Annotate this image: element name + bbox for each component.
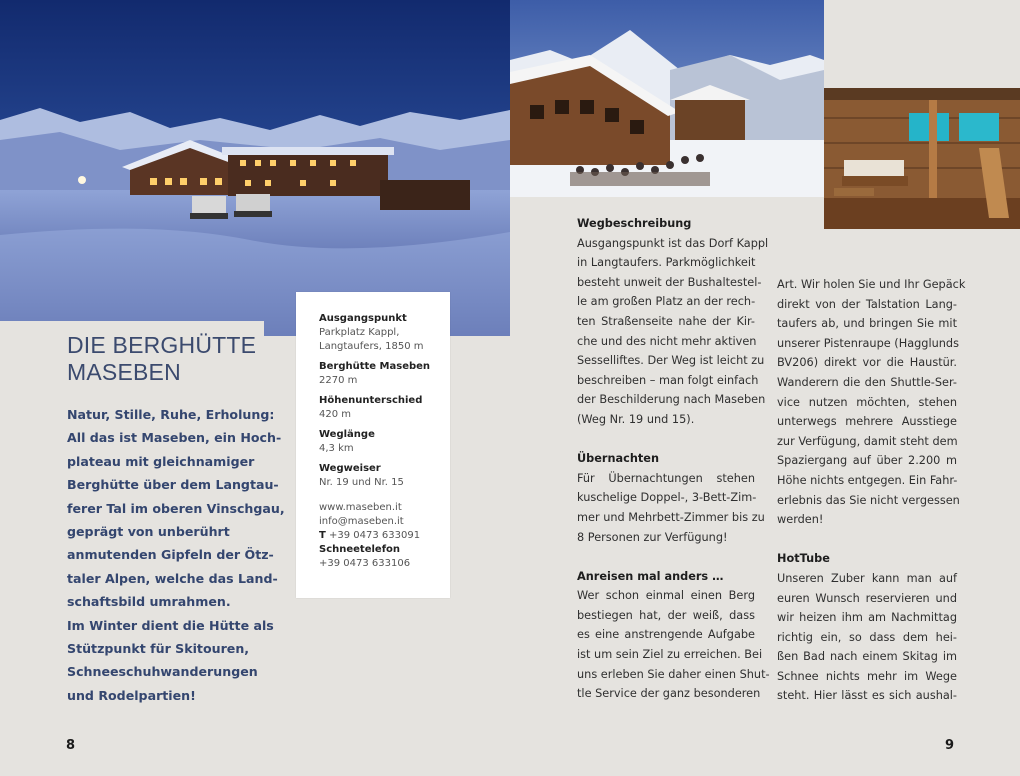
phone-prefix: T [319, 530, 326, 541]
height-value: 420 m [319, 409, 352, 420]
hottube-line: richtig ein, so dass dem hei- [777, 630, 957, 644]
intro-line: Berghütte über dem Langtau- [67, 477, 279, 493]
spacer [777, 530, 957, 550]
route-line: che und des nicht mehr aktiven [577, 334, 757, 348]
start-value: Parkplatz Kappl, [319, 327, 400, 338]
title-line-2: MASEBEN [67, 359, 181, 385]
phone [319, 529, 430, 543]
length-value: 4,3 km [319, 443, 354, 454]
arrive-line: tle Service der ganz besonderen [577, 687, 761, 701]
hottube-line: Unseren Zuber kann man auf [777, 571, 957, 585]
hut-label: Berghütte Maseben [319, 361, 431, 372]
shuttle-line: zur Verfügung, damit steht dem [777, 434, 958, 448]
route-heading: Wegbeschreibung [577, 217, 692, 230]
intro-line: ferer Tal im oberen Vinschgau, [67, 500, 285, 516]
shuttle-line: Spaziergang auf über 2.200 m [777, 454, 957, 468]
signs-value: Nr. 19 und Nr. 15 [319, 477, 404, 488]
hut-value: 2270 m [319, 375, 358, 386]
route-line: der Beschilderung nach Maseben [577, 393, 766, 407]
spacer [577, 430, 755, 450]
hottube-heading: HotTube [777, 552, 830, 566]
spacer [577, 547, 755, 567]
arrive-line: es eine anstrengende Aufgabe [577, 628, 755, 642]
arrive-line: uns erleben Sie daher einen Shut- [577, 667, 770, 681]
shuttle-line: unterwegs mehrere Ausstiege [777, 415, 957, 429]
hottube-line: steht. Hier lässt es sich aushal- [777, 689, 957, 703]
page-number-right: 9 [945, 738, 955, 753]
start-label: Ausgangspunkt [319, 313, 407, 324]
stay-line: 8 Personen zur Verfügung! [577, 530, 728, 544]
stay-line: kuschelige Doppel-, 3-Bett-Zim- [577, 491, 757, 505]
text-column-1 [577, 214, 770, 704]
route-line: Ausgangspunkt ist das Dorf Kappl [577, 236, 769, 250]
shuttle-line: werden! [777, 513, 824, 527]
info-box [296, 292, 450, 598]
intro-line: schaftsbild umrahmen. [67, 594, 231, 610]
intro-line: taler Alpen, welche das Land- [67, 570, 278, 586]
hottube-line: wir heizen ihm am Nachmittag [777, 611, 957, 625]
arrive-line: ist um sein Ziel zu erreichen. Bei [577, 648, 763, 662]
snow-phone-value: +39 0473 633106 [319, 558, 411, 569]
title-line-1: DIE BERGHÜTTE [67, 332, 257, 358]
intro-line: plateau mit gleichnamiger [67, 453, 255, 469]
hottube-line: Schnee nichts mehr im Wege [777, 669, 957, 683]
shuttle-line: Höhe nichts entgegen. Ein Fahr- [777, 473, 958, 487]
text-column-2 [777, 275, 966, 706]
shuttle-line: vice nutzen möchten, stehen [777, 395, 957, 409]
stay-line: Für Übernachtungen stehen [577, 471, 755, 485]
route-line: in Langtaufers. Parkmöglichkeit [577, 256, 756, 270]
shuttle-line: Art. Wir holen Sie und Ihr Gepäck [777, 278, 966, 291]
route-line: ten Straßenseite nahe der Kir- [577, 314, 755, 328]
shuttle-line: erlebnis das Sie nicht vergessen [777, 493, 960, 507]
photo-room [824, 88, 1020, 229]
route-line: (Weg Nr. 19 und 15). [577, 412, 695, 426]
hottube-line: ßen Bad nach einem Skitag im [777, 650, 957, 664]
signs-label: Wegweiser [319, 463, 381, 474]
arrive-heading: Anreisen mal anders … [577, 569, 724, 583]
phone-number: +39 0473 633091 [329, 530, 421, 541]
route-line: besteht unweit der Bushaltestel- [577, 275, 762, 289]
intro-line: Stützpunkt für Skitouren, [67, 641, 250, 657]
shuttle-line: BV206) direkt vor die Haustür. [777, 356, 957, 370]
snow-phone-label: Schneetelefon [319, 544, 401, 555]
shuttle-line: Wanderern die den Shuttle-Ser- [777, 375, 957, 389]
intro-line: Im Winter dient die Hütte als [67, 617, 274, 633]
intro-line: Schneeschuhwanderungen [67, 664, 258, 680]
start-value: Langtaufers, 1850 m [319, 341, 424, 352]
intro-line: geprägt von unberührt [67, 524, 230, 540]
route-line: le am großen Platz an der rech- [577, 295, 756, 309]
photo-hut-night [0, 0, 510, 336]
height-label: Höhenunterschied [319, 395, 423, 406]
route-line: Sesselliftes. Der Weg ist leicht zu [577, 354, 765, 368]
website-link[interactable]: www.maseben.it [319, 502, 402, 513]
stay-line: mer und Mehrbett-Zimmer bis zu [577, 510, 765, 524]
shuttle-line: taufers ab, und bringen Sie mit [777, 317, 957, 331]
intro-text [67, 403, 285, 707]
photo-hut-day [510, 0, 824, 197]
page-title [67, 332, 256, 386]
shuttle-line: unserer Pistenraupe (Hagglunds [777, 336, 959, 350]
email-link[interactable]: info@maseben.it [319, 516, 404, 527]
intro-line: Natur, Stille, Ruhe, Erholung: [67, 407, 275, 422]
hottube-line: euren Wunsch reservieren und [777, 591, 957, 605]
arrive-line: bestiegen hat, der weiß, dass [577, 608, 755, 622]
intro-line: All das ist Maseben, ein Hoch- [67, 430, 282, 446]
intro-line: anmutenden Gipfeln der Ötz- [67, 547, 274, 563]
page-number-left: 8 [66, 738, 76, 753]
arrive-line: Wer schon einmal einen Berg [577, 589, 755, 603]
stay-heading: Übernachten [577, 452, 660, 466]
intro-line: und Rodelpartien! [67, 687, 196, 703]
shuttle-line: direkt von der Talstation Lang- [777, 297, 957, 311]
route-line: beschreiben – man folgt einfach [577, 373, 759, 387]
length-label: Weglänge [319, 429, 375, 440]
